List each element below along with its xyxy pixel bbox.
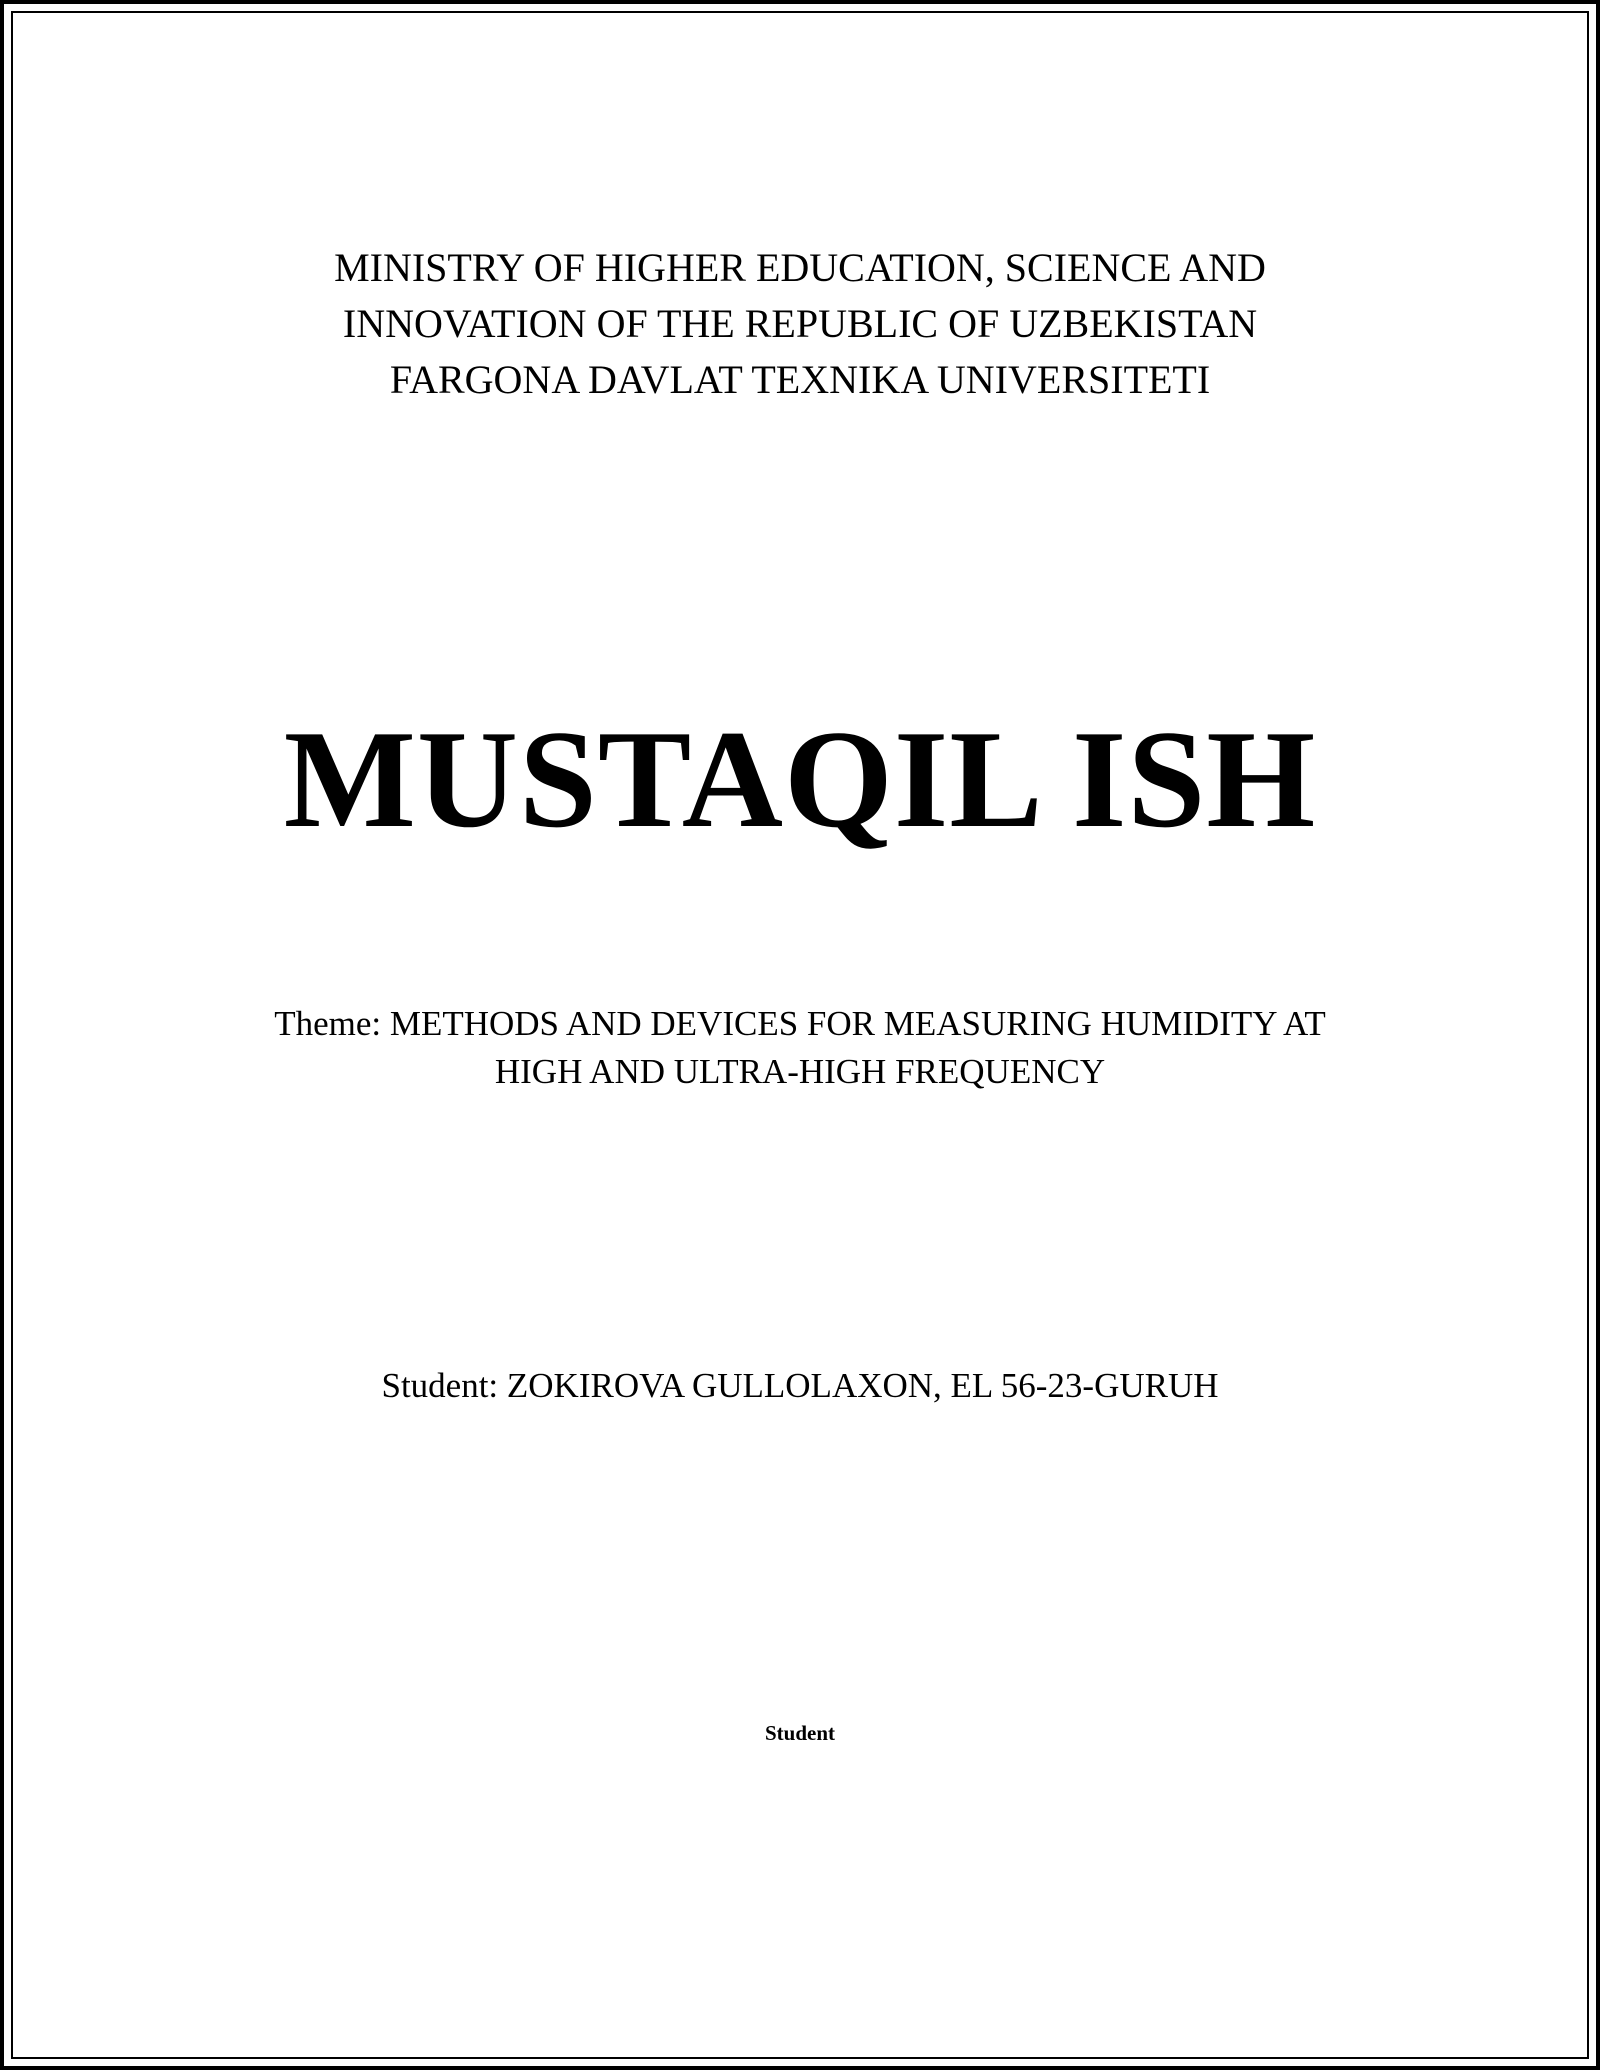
university-name: FARGONA DAVLAT TEXNIKA UNIVERSITETI [389, 357, 1211, 402]
student-info: Student: ZOKIROVA GULLOLAXON, EL 56-23-GURUH [381, 1366, 1219, 1405]
ministry-header [0, 240, 1600, 408]
ministry-header-line-2: INNOVATION OF THE REPUBLIC OF UZBEKISTAN [342, 301, 1258, 346]
theme-block [0, 1000, 1600, 1096]
theme-line-1: Theme: METHODS AND DEVICES FOR MEASURING HUMIDITY AT [274, 1004, 1326, 1043]
ministry-header-line-1: MINISTRY OF HIGHER EDUCATION, SCIENCE AND [334, 245, 1266, 290]
theme-line-2: HIGH AND ULTRA-HIGH FREQUENCY [494, 1052, 1106, 1091]
document-title: MUSTAQIL ISH [283, 702, 1317, 857]
footer-student-label: Student [764, 1721, 836, 1745]
